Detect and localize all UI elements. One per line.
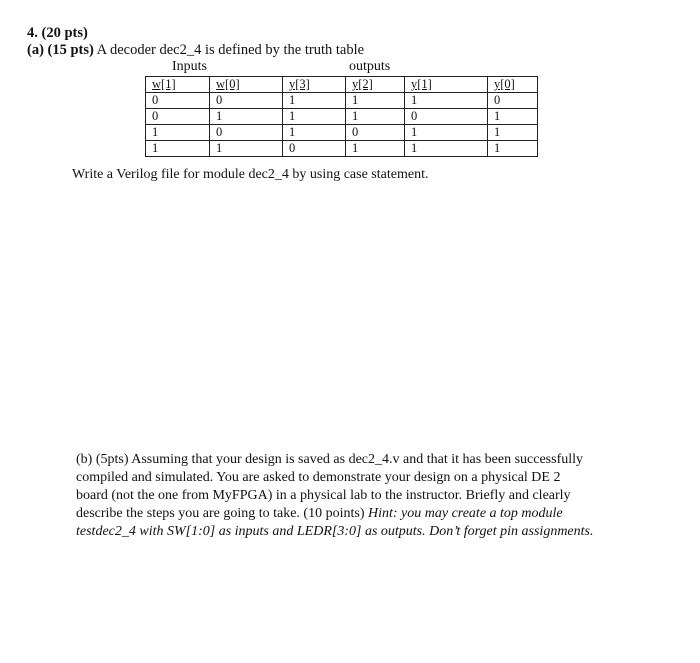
table-header-row [146, 77, 538, 93]
table-cell: 1 [346, 141, 405, 157]
table-cell: 1 [210, 141, 283, 157]
part-a-instruction: Write a Verilog file for module dec2_4 by using case statement. [72, 167, 429, 182]
table-cell: 0 [210, 125, 283, 141]
table-cell: 1 [346, 109, 405, 125]
table-row [146, 125, 538, 141]
column-header-y3: y[3] [283, 77, 346, 93]
table-cell: 0 [146, 109, 210, 125]
table-cell: 1 [283, 109, 346, 125]
table-cell: 0 [488, 93, 538, 109]
table-cell: 1 [405, 125, 488, 141]
part-b-line: board (not the one from MyFPGA) in a physical lab to the instructor. Briefly and clearly [76, 488, 571, 503]
column-header-y1: y[1] [405, 77, 488, 93]
part-a-label: (a) (15 pts) [27, 42, 94, 58]
part-b-line [76, 505, 656, 523]
table-cell: 1 [488, 125, 538, 141]
table-cell: 1 [346, 93, 405, 109]
table-cell: 0 [210, 93, 283, 109]
part-a-prompt [27, 42, 364, 59]
part-b-line4-text: describe the steps you are going to take. (10 points) [76, 506, 368, 521]
part-b-hint-continued: testdec2_4 with SW[1:0] as inputs and LEDR[3:0] as outputs. Don’t forget pin assignments. [76, 524, 594, 539]
table-cell: 1 [488, 109, 538, 125]
part-b-line: (b) (5pts) Assuming that your design is saved as dec2_4.v and that it has been successfully [76, 452, 584, 467]
table-row [146, 141, 538, 157]
table-cell: 1 [405, 141, 488, 157]
outputs-group-header: outputs [349, 59, 391, 74]
table-cell: 0 [283, 141, 346, 157]
table-row [146, 109, 538, 125]
table-cell: 0 [146, 93, 210, 109]
table-cell: 0 [405, 109, 488, 125]
table-cell: 1 [283, 125, 346, 141]
part-b-hint: Hint: you may create a top module [367, 506, 563, 521]
inputs-group-header: Inputs [172, 59, 207, 74]
table-cell: 1 [488, 141, 538, 157]
part-a-text: A decoder dec2_4 is defined by the truth table [93, 42, 365, 58]
table-cell: 1 [210, 109, 283, 125]
table-row [146, 93, 538, 109]
table-cell: 1 [283, 93, 346, 109]
part-b-prompt [76, 451, 656, 541]
question-title: 4. (20 pts) [27, 25, 88, 41]
column-header-y2: y[2] [346, 77, 405, 93]
column-header-w0: w[0] [210, 77, 283, 93]
table-cell: 1 [146, 125, 210, 141]
column-header-y0: y[0] [488, 77, 538, 93]
truth-table [145, 76, 538, 157]
table-cell: 1 [405, 93, 488, 109]
table-cell: 0 [346, 125, 405, 141]
column-header-w1: w[1] [146, 77, 210, 93]
table-cell: 1 [146, 141, 210, 157]
part-b-line: compiled and simulated. You are asked to demonstrate your design on a physical DE 2 [76, 470, 561, 485]
